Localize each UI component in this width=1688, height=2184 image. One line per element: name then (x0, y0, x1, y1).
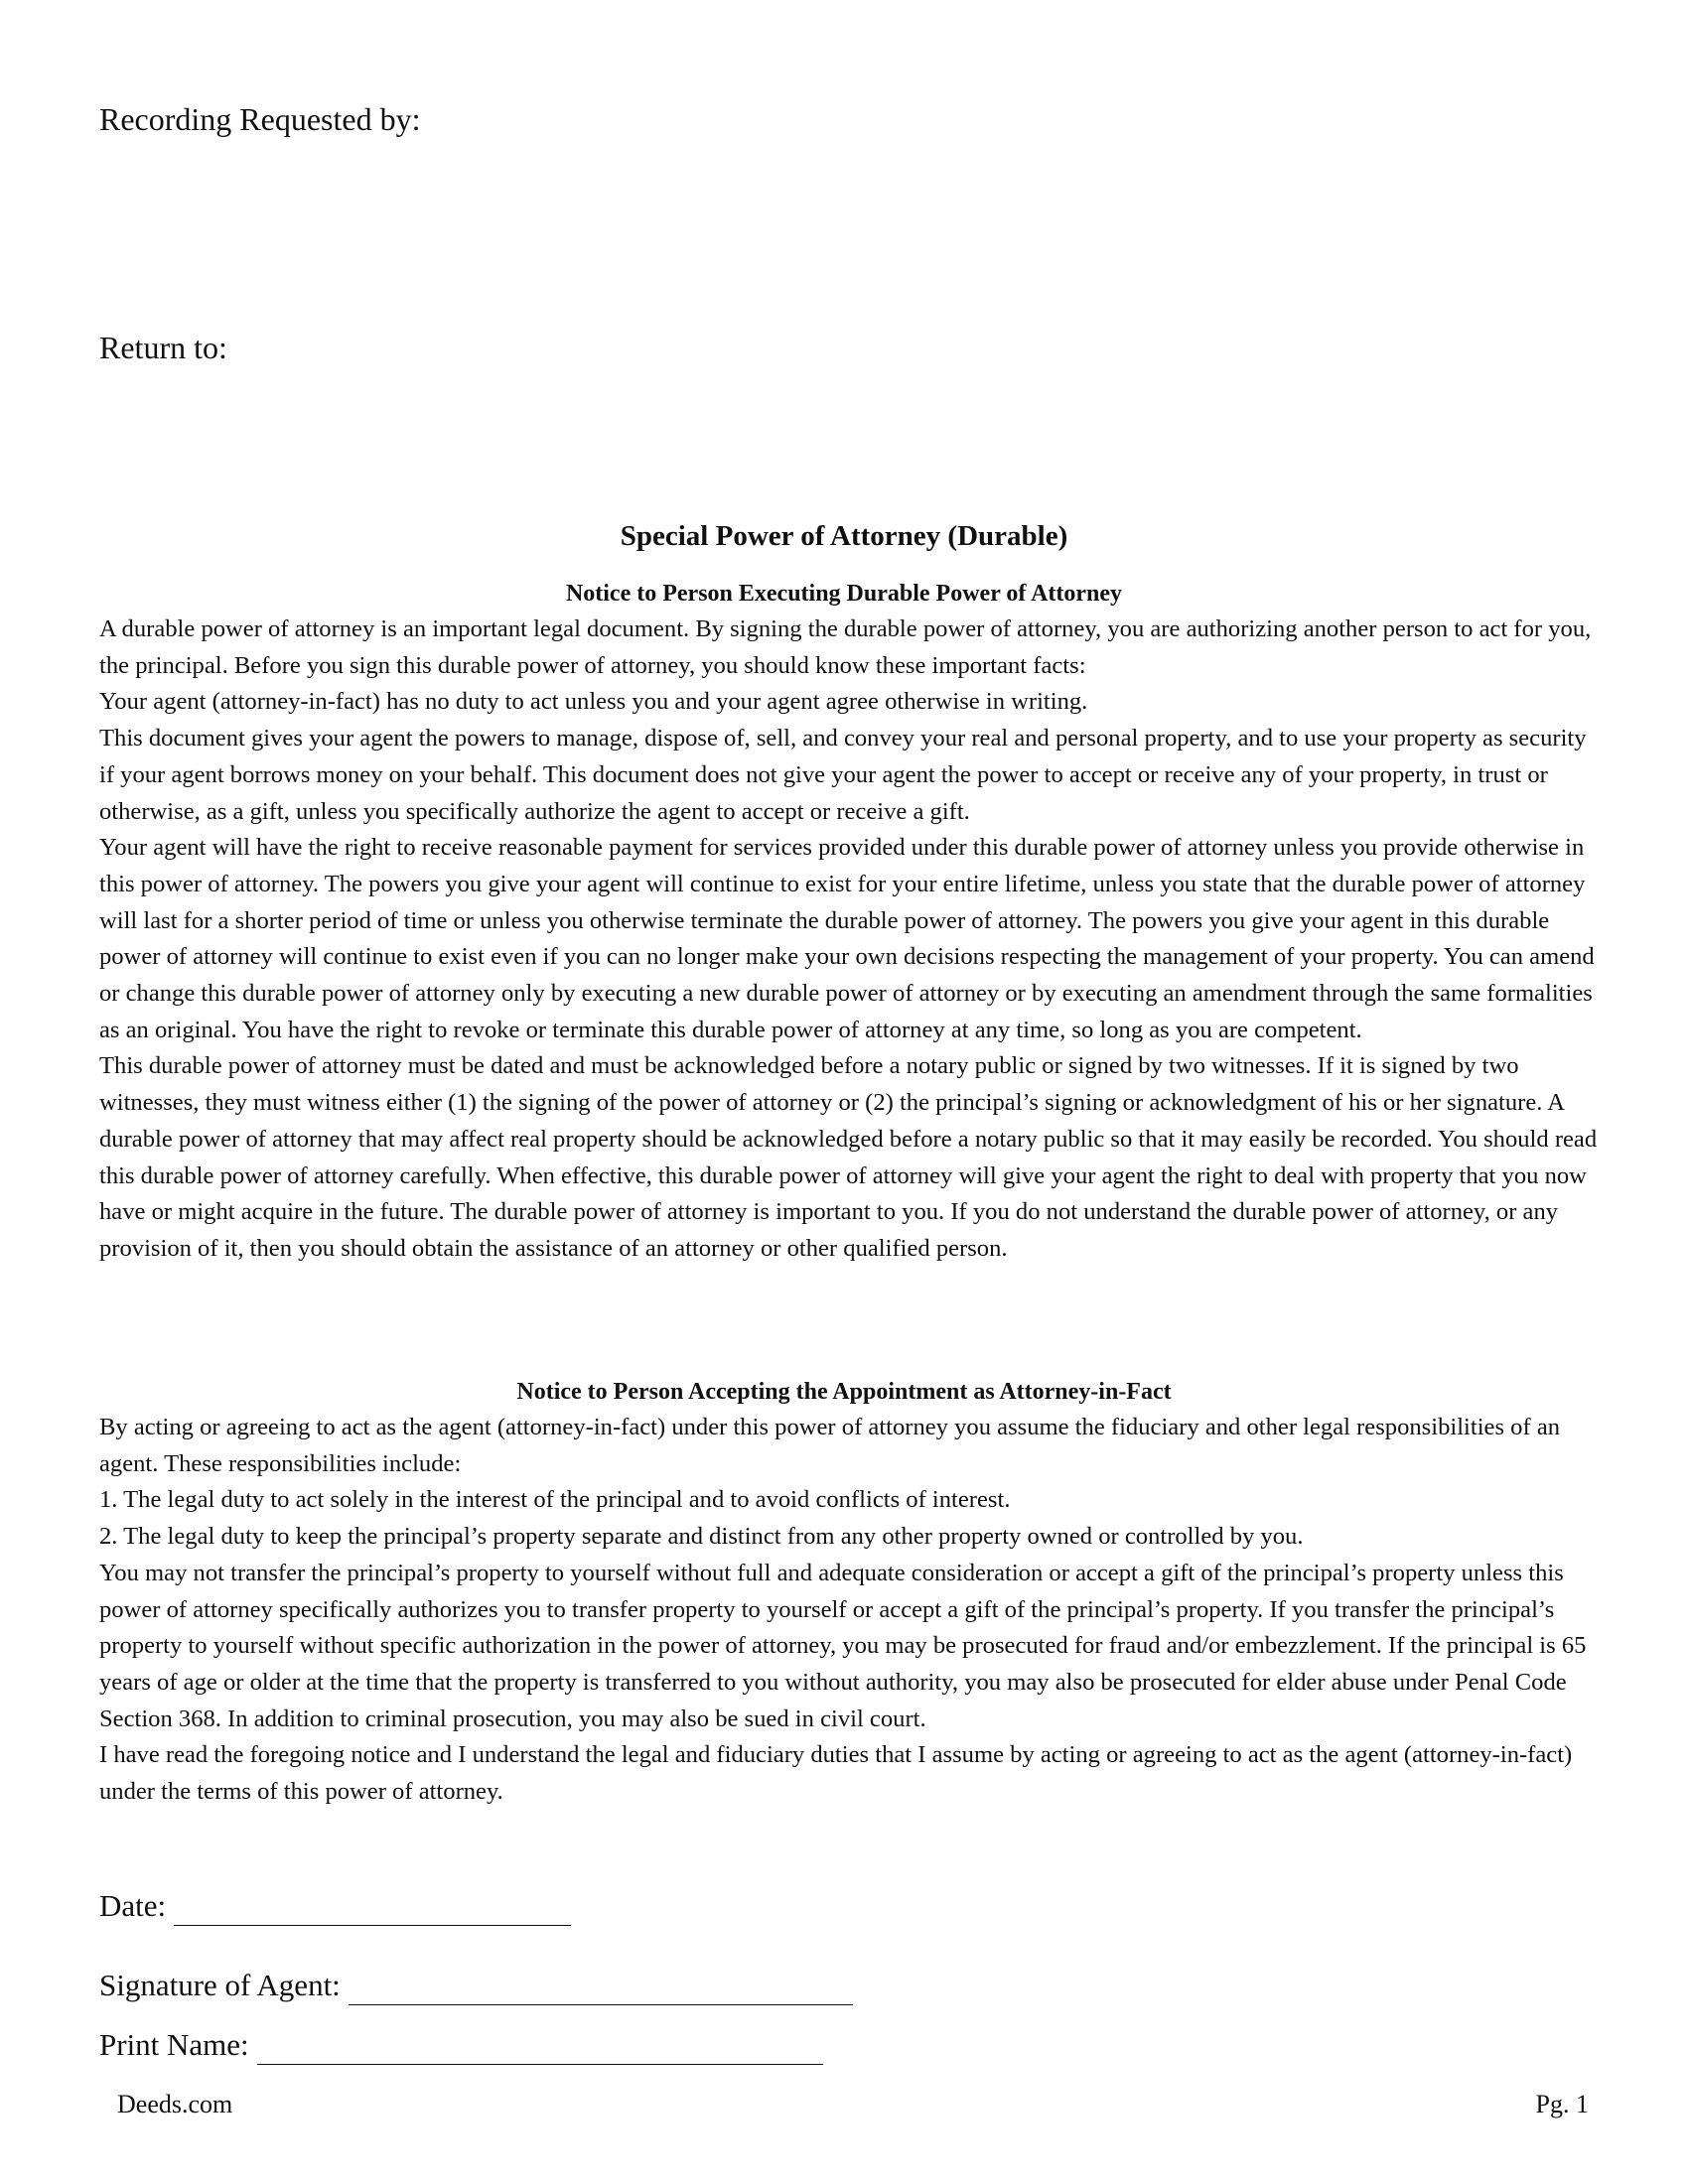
paragraph: This durable power of attorney must be dated and must be acknowledged before a notary public or signed by two witnesses. If it is signed by two witnesses, they must witness either (1) the signing of the power of attorney or (2) the principal’s signing or acknowledgment of his or her signature. A durable power of attorney that may affect real property should be acknowledged before a notary public so that it may easily be recorded. You should read this durable power of attorney carefully. When effective, this durable power of attorney will give your agent the right to deal with property that you now have or might acquire in the future. The durable power of attorney is important to you. If you do not understand the durable power of attorney, or any provision of it, then you should obtain the assistance of an attorney or other qualified person. (99, 1052, 1598, 1262)
agent-signature-line (99, 1966, 853, 2005)
footer-source: Deeds.com (117, 2090, 233, 2118)
paragraph: This document gives your agent the powers to manage, dispose of, sell, and convey your real and personal property, and to use your property as security if your agent borrows money on your behalf. This document does not give your agent the power to accept or receive any of your property, in trust or otherwise, as a gift, unless you specifically authorize the agent to accept or receive a gift. (99, 725, 1587, 825)
print-name-line (99, 2025, 823, 2065)
recording-requested-label: Recording Requested by: (99, 101, 421, 137)
list-item: 1. The legal duty to act solely in the interest of the principal and to avoid conflicts of interest. (99, 1486, 1011, 1514)
document-title: Special Power of Attorney (Durable) (620, 520, 1068, 552)
section-body-executing (99, 612, 1599, 1268)
date-field[interactable] (174, 1895, 571, 1926)
agent-signature-field[interactable] (349, 1975, 853, 2005)
print-name-field[interactable] (257, 2034, 823, 2065)
section-heading-executing: Notice to Person Executing Durable Power of Attorney (565, 581, 1123, 607)
paragraph: I have read the foregoing notice and I understand the legal and fiduciary duties that I assume by acting or agreeing to act as the agent (attorney-in-fact) under the terms of this power of attorney. (99, 1741, 1573, 1806)
date-label: Date: (99, 1888, 167, 1923)
paragraph: You may not transfer the principal’s property to yourself without full and adequate consideration or accept a gift of the principal’s property unless this power of attorney specifically authorizes you to transfer property to yourself or accept a gift of the principal’s property. If you transfer the principal’s property to yourself without specific authorization in the power of attorney, you may be prosecuted for fraud and/or embezzlement. If the principal is 65 years of age or older at the time that the property is transferred to you without authority, you may also be prosecuted for elder abuse under Penal Code Section 368. In addition to criminal prosecution, you may also be sued in civil court. (99, 1559, 1587, 1732)
paragraph: A durable power of attorney is an important legal document. By signing the durable power of attorney, you are authorizing another person to act for you, the principal. Before you sign this durable power of attorney, you should know these important facts: (99, 615, 1592, 679)
page-number: Pg. 1 (1535, 2090, 1589, 2118)
paragraph: By acting or agreeing to act as the agent (attorney-in-fact) under this power of attorney you assume the fiduciary and other legal responsibilities of an agent. These responsibilities include: (99, 1414, 1561, 1477)
paragraph: Your agent will have the right to receive reasonable payment for services provided under this durable power of attorney unless you provide otherwise in this power of attorney. The powers you give your agent will continue to exist for your entire lifetime, unless you state that the durable power of attorney will last for a shorter period of time or unless you otherwise terminate the durable power of attorney. The powers you give your agent in this durable power of attorney will continue to exist even if you can no longer make your own decisions respecting the management of your property. You can amend or change this durable power of attorney only by executing a new durable power of attorney or by executing an amendment through the same formalities as an original. You have the right to revoke or terminate this durable power of attorney at any time, so long as you are competent. (99, 834, 1595, 1043)
paragraph: Your agent (attorney-in-fact) has no duty to act unless you and your agent agree otherwise in writing. (99, 688, 1088, 716)
date-signature-line (99, 1886, 571, 1926)
agent-signature-label: Signature of Agent: (99, 1968, 341, 2002)
return-to-label: Return to: (99, 330, 227, 365)
section-heading-accepting: Notice to Person Accepting the Appointment as Attorney-in-Fact (516, 1379, 1172, 1405)
print-name-label: Print Name: (99, 2027, 249, 2062)
list-item: 2. The legal duty to keep the principal’s property separate and distinct from any other property owned or controlled by you. (99, 1523, 1304, 1551)
section-body-accepting (99, 1410, 1599, 1811)
